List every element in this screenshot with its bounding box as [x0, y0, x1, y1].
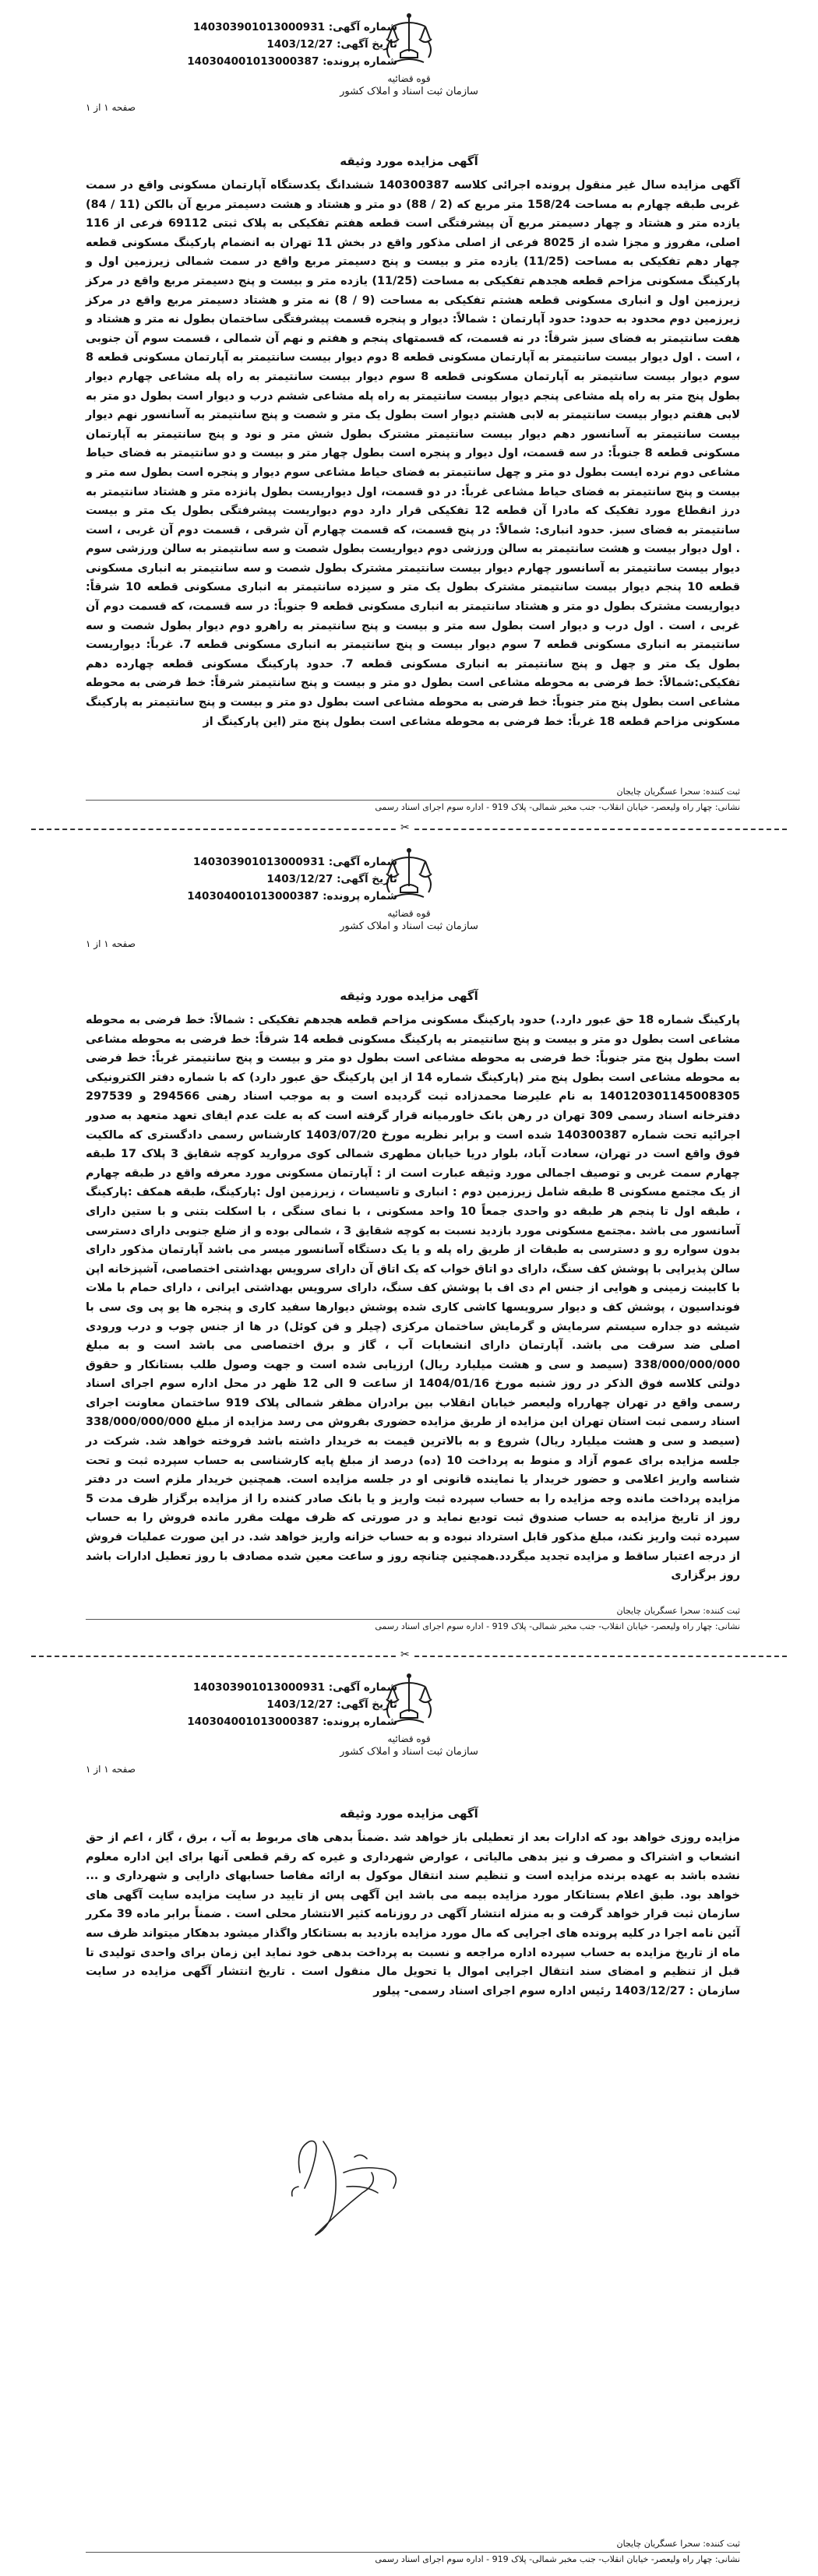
scissors-icon: ✂ — [397, 1649, 413, 1661]
notice-no: 140303901013000931 — [192, 856, 325, 868]
notice-no-label: شماره آگهی: — [328, 1681, 397, 1694]
notice-footer — [86, 1604, 740, 1633]
file-no: 140304001013000387 — [187, 1716, 319, 1728]
notice-footer — [86, 785, 740, 814]
registrar-name: سحرا عسگریان چایجان — [616, 787, 700, 797]
notice-no-label: شماره آگهی: — [328, 856, 397, 868]
notice-date: 1403/12/27 — [266, 38, 333, 51]
notice-body: آگهی مزایده سال غیر منقول پرونده اجرائی کلاسه 140300387 ششدانگ یکدستگاه آپارتمان مسکونی واقع در سمت غربی طبقه چهارم به مساحت 158/24 متر مربع که (2 / 88) دو متر و هشتاد و هشت دسیمتر مربع آن بالکن (11 / 84) یازده متر و هشتاد و چهار دسیمتر مربع آن پیشرفتگی است قطعه هفتم تفکیکی به پلاک ثبتی 69112 فرعی از 116 اصلی، مفروز و مجزا شده از 8025 فرعی از اصلی مذکور واقع در بخش 11 تهران به انضمام پارکینگ مسکونی قطعه چهار دهم تفکیکی به مساحت (11/25) یازده متر و بیست و پنج دسیمتر مربع واقع در سمت شمالی زیرزمین اول و پارکینگ مسکونی مزاحم قطعه هجدهم تفکیکی به مساحت (11/25) یازده متر و بیست و پنج دسیمتر مربع واقع در مرکز زیرزمین اول و انباری مسکونی قطعه هشتم تفکیکی به مساحت (9 / 8) نه متر و هشتاد دسیمتر مربع واقع در مرکز زیرزمین دوم محدود به حدود: حدود آپارتمان : شمالاً: دیوار و پنجره قسمت پیشرفتگی ساختمان بطول نه متر و هشتاد و هفت سانتیمتر به فضای سبز شرقاً: در نه قسمت، که قسمتهای پنجم و هفتم و نهم آن شمالی ، قسمت سوم آن جنوبی ، است . اول دیوار بیست سانتیمتر به آپارتمان مسکونی قطعه 8 دوم دیوار بیست سانتیمتر به آپارتمان مسکونی قطعه 8 سوم دیوار بیست سانتیمتر به آپارتمان مسکونی قطعه 8 سوم دیوار بیست سانتیمتر به راه پله مشاعی چهارم دیوار بطول پنج متر به راه پله مشاعی پنجم دیوار بیست سانتیمتر به راه پله مشاعی ششم درب و دیوار است بطول دو متر به لابی هفتم دیوار بیست سانتیمتر به لابی هشتم دیوار است بطول یک متر و شصت و پنج سانتیمتر به آسانسور نهم دیوار بیست سانتیمتر به آسانسور دهم دیوار بیست سانتیمتر مشترک بطول شش متر و نود و پنج سانتیمتر به آپارتمان مسکونی قطعه 8 جنوباً: در سه قسمت، اول دیوار و پنجره است بطول چهار متر و بیست و دو سانتیمتر به فضای حیاط مشاعی دوم نرده ایست بطول دو متر و چهل سانتیمتر به فضای حیاط مشاعی سوم دیوار و پنجره است بطول سه متر و بیست و پنج سانتیمتر به فضای حیاط مشاعی غرباً: در دو قسمت، اول دیواریست بطول پانزده متر و هشتاد سانتیمتر به درز انقطاع مورد تفکیک که مادرا آن قطعه 12 تفکیکی قرار دارد دوم دیواریست پیشرفتگی بطول یک متر و بیست سانتیمتر به فضای سبز. حدود انباری: شمالاً: در پنج قسمت، که قسمت چهارم آن شرقی ، قسمت دوم آن غربی ، است . اول دیوار بیست و هشت سانتیمتر به سالن ورزشی دوم دیواریست بطول شصت و سه سانتیمتر به سالن ورزشی سوم دیوار بیست سانتیمتر به آسانسور چهارم دیوار بیست سانتیمتر مشترک بطول شصت و سه سانتیمتر به انباری مسکونی قطعه 10 پنجم دیوار بیست سانتیمتر مشترک بطول یک متر و سیزده سانتیمتر به انباری مسکونی قطعه 10 شرقاً: دیواریست مشترک بطول دو متر و هشتاد سانتیمتر به انباری مسکونی قطعه 9 جنوباً: در سه قسمت، که قسمت دوم آن غربی ، است . اول درب و دیوار است بطول سه متر و بیست و پنج سانتیمتر به راهرو دوم دیوار بطول شصت و سه سانتیمتر به انباری مسکونی قطعه 7 سوم دیوار بیست و پنج سانتیمتر به انباری مسکونی قطعه 7. غرباً: دیواریست بطول یک متر و چهل و پنج سانتیمتر به انباری مسکونی قطعه 7. حدود پارکینگ مسکونی قطعه چهارده دهم تفکیکی:شمالاً: خط فرضی به محوطه مشاعی است بطول دو متر و بیست و پنج سانتیمتر شرقاً: خط فرضی به محوطه مشاعی است بطول پنج متر جنوباً: خط فرضی به محوطه مشاعی است بطول دو متر و بیست و پنج سانتیمتر به پارکینگ مسکونی مزاحم قطعه 18 غرباً: خط فرضی به محوطه مشاعی است بطول پنج متر (این پارکینگ از — [86, 179, 741, 728]
notice-body: مزایده روزی خواهد بود که ادارات بعد از تعطیلی باز خواهد شد .ضمناً بدهی های مربوط به آب ، برق ، گاز ، اعم از حق انشعاب و اشتراک و مصرف و نیز بدهی مالیاتی ، عوارض شهرداری و غیره که رقم قطعی آنها برای این اداره معلوم نشده باشد به عهده برنده مزایده است و تنظیم سند انتقال موکول به ارائه مفاصا حسابهای دارایی و شهرداری و ... خواهد بود. طبق اعلام بستانکار مورد مزایده بیمه می باشد این آگهی پس از تایید در سایت مزایده سایت آگهی های سازمان ثبت قرار خواهد گرفت و به منزله انتشار آگهی در روزنامه کثیر الانتشار محلی است . ضمناً برابر ماده 39 مکرر آئین نامه اجرا در کلیه پرونده های اجرایی که مال مورد مزایده بازدید به بستانکار واگذار میشود بدهکار میتواند ظرف سه ماه از تاریخ مزایده به حساب سپرده اداره مراجعه و نسبت به پرداخت بدهی خود نماید این زمان برای واحدی تولیدی تا قبل از تنظیم و امضای سند انتقال اجرایی اموال یا تحویل مال منقول است . تاریخ انتشار آگهی مزایده در سایت سازمان : 1403/12/27 رئیس اداره سوم اجرای اسناد رسمی- پیلور — [86, 1832, 740, 1997]
notice-body: پارکینگ شماره 18 حق عبور دارد.) حدود پارکینگ مسکونی مزاحم قطعه هجدهم تفکیکی : شمالاً: خط فرضی به محوطه مشاعی است بطول دو متر و بیست و پنج سانتیمتر به پارکینگ مسکونی قطعه 14 شرقاً: خط فرضی به محوطه مشاعی است بطول پنج متر جنوباً: خط فرضی به محوطه مشاعی است بطول دو متر و بیست و پنج سانتیمتر غرباً: خط فرضی به محوطه مشاعی است بطول پنج متر (پارکینگ شماره 14 از این پارکینگ حق عبور دارد) که با شماره دفتر الکترونیکی 140120301145008305 به نام علیرضا محمدزاده ثبت گردیده است و به موجب اسناد رهنی 294566 و 297539 دفترخانه اسناد رسمی 309 تهران در رهن بانک خاورمیانه قرار گرفته است که به علت عدم ایفای تعهد متعهد به صدور اجرائیه تحت شماره 140300387 شده است و برابر نظریه مورخ 1403/07/20 کارشناس رسمی دادگستری که مالکیت فوق واقع است در تهران، سعادت آباد، بلوار دریا خیابان مطهری شمالی کوی مروارید کوچه شقایق 3 پلاک 17 طبقه چهارم سمت غربی و توصیف اجمالی مورد وثیقه عبارت است از : آپارتمان مسکونی مورد معرفه واقع در طبقه چهارم از یک مجتمع مسکونی 8 طبقه شامل زیرزمین دوم : انباری و تاسیسات ، زیرزمین اول :پارکینگ، طبقه همکف :پارکینگ ، طبقه اول تا پنجم هر طبقه دو واحدی جمعاً 10 واحد مسکونی ، با نمای سنگی ، با اسکلت بتنی و با ستین دارای آسانسور می باشد .مجتمع مسکونی مورد بازدید نسبت به کوچه شقایق 3 ، شمالی بوده و از ضلع جنوبی دارای دسترسی بدون سواره رو و دسترسی به طبقات از طریق راه پله و یا یک دستگاه آسانسور میسر می باشد آپارتمان مذکور دارای سالن پذیرایی با پوشش کف سنگ، دارای دو اتاق خواب که یک اتاق آن دارای سرویس بهداشتی اختصاصی، آشپزخانه اپن با کابینت زمینی و هوایی از جنس ام دی اف با پوشش کف سنگ، دارای سرویس بهداشتی ایرانی ، دارای حمام با ملات فونداسیون ، پوشش کف و دیوار سرویسها کاشی کاری شده پوشش دیوارها سفید کاری و پنجره ها یو پی وی سی با شیشه دو جداره سیستم سرمایش و گرمایش ساختمان مرکزی (چیلر و فن کوئل) در ها از جنس چوب و درب ورودی اصلی ضد سرقت می باشد. آپارتمان دارای انشعابات آب ، گاز و برق اختصاصی می باشد است و به مبلغ 338/000/000/000 (سیصد و سی و هشت میلیارد ریال) ارزیابی شده است و جهت وصول طلب بستانکار و حقوق دولتی کلاسه فوق الذکر در روز شنبه مورخ 1404/01/16 از ساعت 9 الی 12 ظهر در محل اداره سوم اجرای اسناد رسمی واقع در تهران چهارراه ولیعصر خیابان انقلاب بین برادران مظفر شمالی پلاک 919 ساختمان معاونت اجرای اسناد رسمی ثبت استان تهران این مزایده از طریق مزایده حضوری بفروش می رسد مزایده از مبلغ 338/000/000/000 (سیصد و سی و هشت میلیارد ریال) شروع و به بالاترین قیمت به خریدار داشته باشد فروخته خواهد شد. شرکت در جلسه مزایده برای عموم آزاد و منوط به پرداخت 10 (ده) درصد از مبلغ پایه کارشناسی به حساب سپرده ثبت و تحت شناسه واریز اعلامی و حضور خریدار یا نماینده قانونی او در جلسه مزایده است. همچنین خریدار ملزم است در دفتر مزایده پرداخت مانده وجه مزایده را به حساب سپرده ثبت واریز و یا بانک صادر کننده را از مزایده برگزار ظرف مدت 5 روز از تاریخ مزایده به حساب صندوق ثبت تودیع نماید و در صورتی که ظرف مهلت مقرر مانده فروش را به حساب سپرده ثبت واریز نکند، مبلغ مذکور قابل استرداد نبوده و به حساب خزانه واریز خواهد شد. در این صورت عملیات فروش از درجه اعتبار ساقط و مزایده تجدید میگردد.همچنین چنانچه روز و ساعت معین شده مصادف با روز تعطیل ادارات باشد روز برگزاری — [86, 1014, 741, 1582]
notice-title: آگهی مزایده مورد وثیقه — [340, 989, 478, 1003]
file-no-label: شماره پرونده: — [323, 890, 397, 903]
registrar-label: ثبت کننده: — [703, 1606, 740, 1616]
notice-no: 140303901013000931 — [192, 21, 325, 33]
file-no-label: شماره پرونده: — [323, 55, 397, 68]
emblem-caption: قوه قضائیه — [387, 1733, 431, 1744]
footer-address: نشانی: چهار راه ولیعصر- خیابان انقلاب- جنب مخبر شمالی- پلاک 919 - اداره سوم اجرای اسناد رسمی — [375, 1621, 740, 1631]
notice-meta — [187, 1679, 397, 1730]
notice-date-label: تاریخ آگهی: — [337, 1698, 397, 1711]
notice-date: 1403/12/27 — [266, 873, 333, 885]
org-name: سازمان ثبت اسناد و املاک کشور — [340, 1746, 478, 1758]
file-no: 140304001013000387 — [187, 55, 319, 68]
page-number: صفحه ۱ از ۱ — [86, 1764, 136, 1775]
signature-icon — [269, 2118, 425, 2250]
notice-3 — [0, 1666, 818, 2576]
file-no: 140304001013000387 — [187, 890, 319, 903]
page-number: صفحه ۱ از ۱ — [86, 102, 136, 113]
notice-2 — [0, 841, 818, 1635]
notice-no: 140303901013000931 — [192, 1681, 325, 1694]
notice-no-label: شماره آگهی: — [328, 21, 397, 33]
footer-address: نشانی: چهار راه ولیعصر- خیابان انقلاب- جنب مخبر شمالی- پلاک 919 - اداره سوم اجرای اسناد رسمی — [375, 802, 740, 812]
notice-meta — [187, 853, 397, 905]
emblem-caption: قوه قضائیه — [387, 908, 431, 919]
notice-date-label: تاریخ آگهی: — [337, 873, 397, 885]
registrar-name: سحرا عسگریان چایجان — [616, 2539, 700, 2549]
notice-date-label: تاریخ آگهی: — [337, 38, 397, 51]
registrar-label: ثبت کننده: — [703, 787, 740, 797]
handwritten-signature — [269, 2118, 425, 2254]
file-no-label: شماره پرونده: — [323, 1716, 397, 1728]
notice-title: آگهی مزایده مورد وثیقه — [340, 1807, 478, 1821]
page-number: صفحه ۱ از ۱ — [86, 938, 136, 949]
scissors-icon: ✂ — [397, 822, 413, 834]
org-name: سازمان ثبت اسناد و املاک کشور — [340, 86, 478, 97]
registrar-name: سحرا عسگریان چایجان — [616, 1606, 700, 1616]
emblem-caption: قوه قضائیه — [387, 73, 431, 84]
notice-date: 1403/12/27 — [266, 1698, 333, 1711]
notice-meta — [187, 19, 397, 70]
org-name: سازمان ثبت اسناد و املاک کشور — [340, 920, 478, 932]
notice-footer — [86, 2537, 740, 2566]
footer-address: نشانی: چهار راه ولیعصر- خیابان انقلاب- جنب مخبر شمالی- پلاک 919 - اداره سوم اجرای اسناد رسمی — [375, 2554, 740, 2564]
registrar-label: ثبت کننده: — [703, 2539, 740, 2549]
notice-title: آگهی مزایده مورد وثیقه — [340, 154, 478, 168]
notice-1 — [0, 0, 818, 810]
